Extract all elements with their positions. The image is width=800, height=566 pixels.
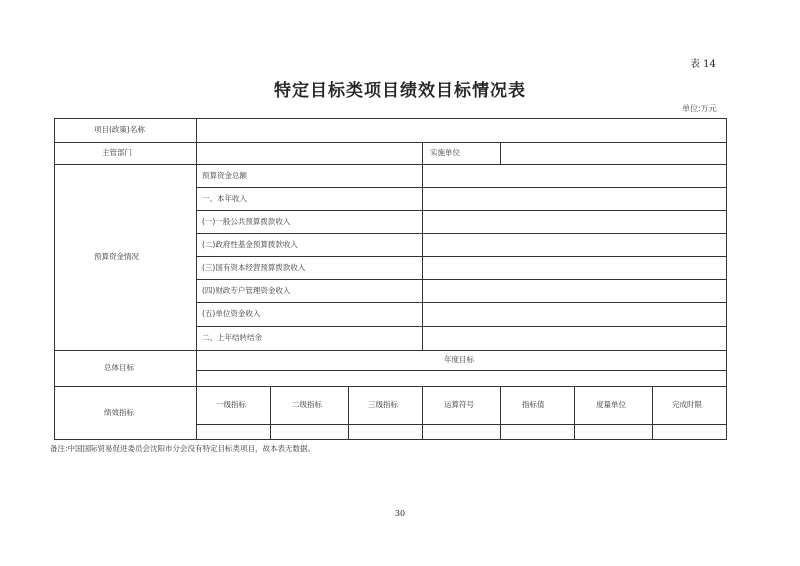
department-label: 主管部门 [102, 148, 132, 157]
budget-item: (二)政府性基金预算拨款收入 [202, 240, 298, 249]
implementing-unit-label: 实施单位 [430, 148, 460, 157]
budget-item: (一)一般公共预算拨款收入 [202, 217, 291, 226]
indicator-header: 一级指标 [216, 400, 246, 409]
footnote: 备注:中国国际贸易促进委员会沈阳市分会没有特定目标类项目，故本表无数据。 [50, 444, 316, 453]
indicator-header: 指标值 [522, 400, 545, 409]
project-name-label: 项目(政策)名称 [94, 125, 145, 134]
budget-item: (四)财政专户管理资金收入 [202, 286, 291, 295]
annual-goal-label: 年度目标 [444, 355, 474, 364]
document-title: 特定目标类项目绩效目标情况表 [274, 81, 526, 101]
page-number: 30 [394, 509, 406, 518]
budget-item: 一、本年收入 [202, 194, 247, 203]
budget-item: 二、上年结转结余 [202, 333, 262, 342]
budget-item: 预算资金总额 [202, 171, 247, 180]
indicator-header: 二级指标 [292, 400, 322, 409]
overall-goal-label: 总体目标 [104, 363, 134, 372]
budget-section-label: 预算资金情况 [94, 252, 139, 261]
performance-goal-table [54, 118, 727, 440]
table-number: 表 14 [690, 59, 716, 70]
indicator-header: 完成时限 [672, 400, 702, 409]
indicator-header: 三级指标 [368, 400, 398, 409]
unit-label: 单位:万元 [682, 104, 717, 113]
budget-item: (五)单位资金收入 [202, 309, 261, 318]
budget-item: (三)国有资本经营预算拨款收入 [202, 263, 306, 272]
performance-indicators-label: 绩效指标 [104, 408, 134, 417]
indicator-header: 度量单位 [596, 400, 626, 409]
indicator-header: 运算符号 [444, 400, 474, 409]
